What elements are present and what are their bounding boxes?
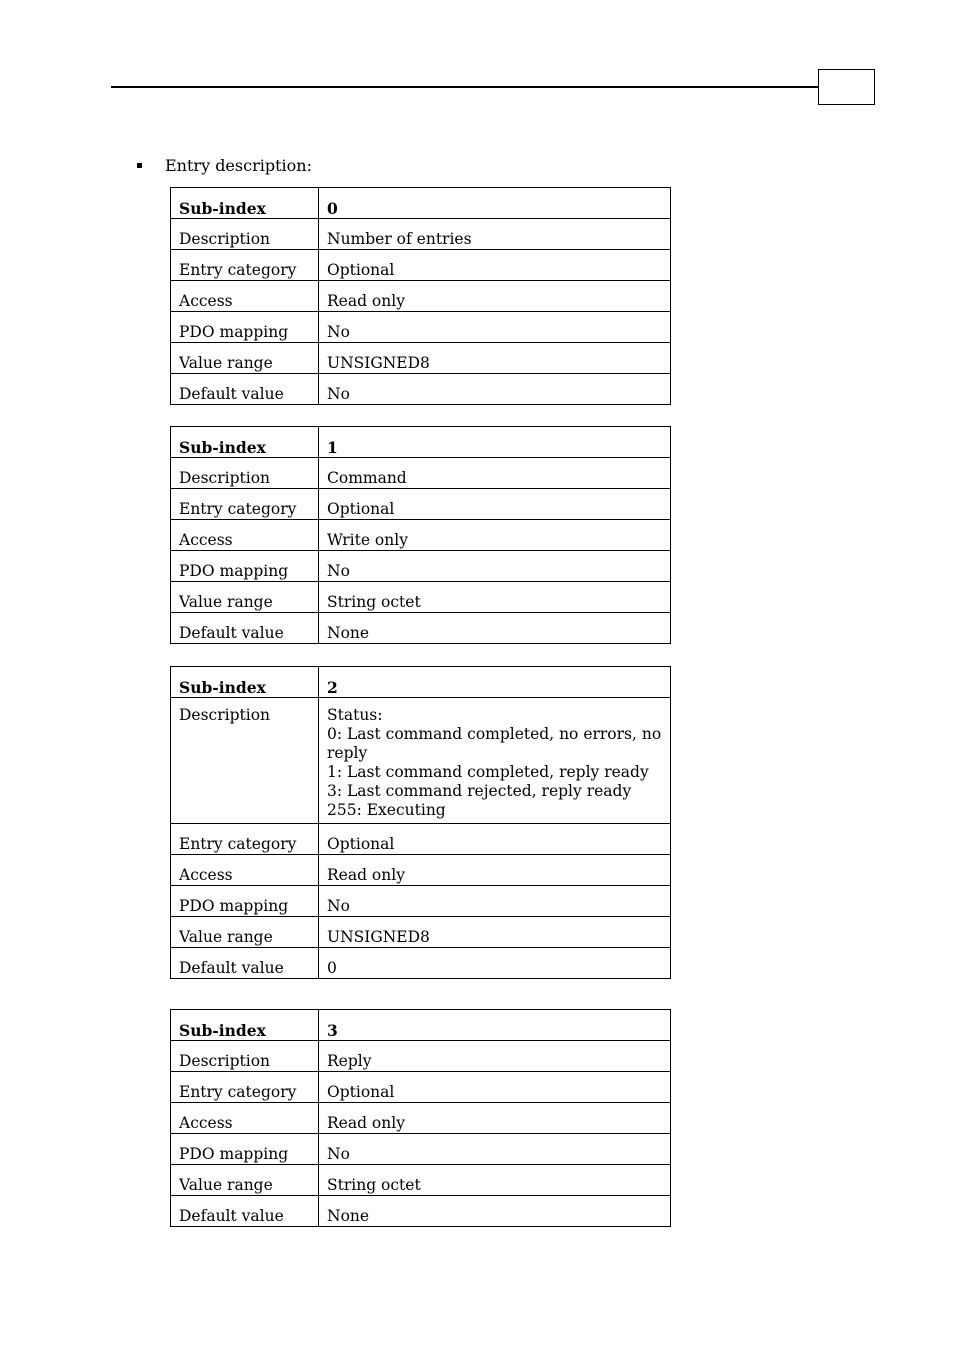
table-row (171, 948, 671, 979)
row-value: Optional (319, 1072, 671, 1103)
table-row (171, 886, 671, 917)
row-value: No (319, 551, 671, 582)
table-row (171, 582, 671, 613)
row-label: Value range (171, 1165, 319, 1196)
row-label: Description (171, 458, 319, 489)
table-row (171, 667, 671, 698)
table-row (171, 343, 671, 374)
row-value: None (319, 1196, 671, 1227)
row-label: Description (171, 1041, 319, 1072)
table-row (171, 613, 671, 644)
table-row (171, 1165, 671, 1196)
entry-description-heading (137, 155, 312, 177)
row-label: PDO mapping (171, 1134, 319, 1165)
table-row (171, 427, 671, 458)
row-value: Read only (319, 855, 671, 886)
table-row (171, 1196, 671, 1227)
table-row (171, 188, 671, 219)
row-value: UNSIGNED8 (319, 917, 671, 948)
row-label: Description (171, 698, 319, 824)
table-row (171, 489, 671, 520)
table-row (171, 520, 671, 551)
sub-index-value: 3 (319, 1010, 671, 1041)
entry-description-label: Entry description: (165, 156, 312, 175)
row-value: Reply (319, 1041, 671, 1072)
table-row (171, 1041, 671, 1072)
page-number-box (818, 69, 875, 105)
row-value: Optional (319, 489, 671, 520)
table-row (171, 219, 671, 250)
table-row (171, 312, 671, 343)
row-value: None (319, 613, 671, 644)
row-label: Entry category (171, 824, 319, 855)
row-label: Access (171, 520, 319, 551)
sub-index-value: 2 (319, 667, 671, 698)
row-value: Optional (319, 250, 671, 281)
row-value: Read only (319, 281, 671, 312)
table-row (171, 698, 671, 824)
entry-table-sub-index-0 (170, 187, 671, 405)
sub-index-label: Sub-index (171, 427, 319, 458)
row-value: No (319, 312, 671, 343)
row-label: PDO mapping (171, 312, 319, 343)
row-label: Entry category (171, 250, 319, 281)
row-label: Value range (171, 917, 319, 948)
row-label: Access (171, 1103, 319, 1134)
table-row (171, 1134, 671, 1165)
row-value: No (319, 886, 671, 917)
table-row (171, 458, 671, 489)
table-row (171, 855, 671, 886)
row-label: PDO mapping (171, 551, 319, 582)
row-label: Entry category (171, 489, 319, 520)
row-value: 0 (319, 948, 671, 979)
table-row (171, 917, 671, 948)
row-label: Access (171, 281, 319, 312)
row-value: Optional (319, 824, 671, 855)
sub-index-label: Sub-index (171, 667, 319, 698)
row-label: Default value (171, 948, 319, 979)
row-value: UNSIGNED8 (319, 343, 671, 374)
table-row (171, 1010, 671, 1041)
sub-index-label: Sub-index (171, 1010, 319, 1041)
sub-index-value: 0 (319, 188, 671, 219)
row-value: Read only (319, 1103, 671, 1134)
sub-index-label: Sub-index (171, 188, 319, 219)
row-value: Number of entries (319, 219, 671, 250)
entry-table-sub-index-3 (170, 1009, 671, 1227)
entry-table-sub-index-2 (170, 666, 671, 979)
row-value: String octet (319, 1165, 671, 1196)
row-label: Entry category (171, 1072, 319, 1103)
row-value: No (319, 1134, 671, 1165)
sub-index-value: 1 (319, 427, 671, 458)
entry-table-sub-index-1 (170, 426, 671, 644)
row-label: PDO mapping (171, 886, 319, 917)
bullet-icon (137, 163, 142, 168)
row-label: Default value (171, 1196, 319, 1227)
table-row (171, 824, 671, 855)
row-value: Status: 0: Last command completed, no errors, no reply 1: Last command completed, reply ready 3: Last command rejected, reply ready 255: Executing (319, 698, 671, 824)
table-row (171, 281, 671, 312)
row-value: No (319, 374, 671, 405)
row-label: Access (171, 855, 319, 886)
row-label: Value range (171, 343, 319, 374)
table-row (171, 250, 671, 281)
row-value: Command (319, 458, 671, 489)
row-label: Value range (171, 582, 319, 613)
header-rule (111, 86, 819, 88)
row-label: Default value (171, 374, 319, 405)
row-value: String octet (319, 582, 671, 613)
table-row (171, 1103, 671, 1134)
table-row (171, 1072, 671, 1103)
row-value: Write only (319, 520, 671, 551)
row-label: Default value (171, 613, 319, 644)
table-row (171, 374, 671, 405)
table-row (171, 551, 671, 582)
row-label: Description (171, 219, 319, 250)
